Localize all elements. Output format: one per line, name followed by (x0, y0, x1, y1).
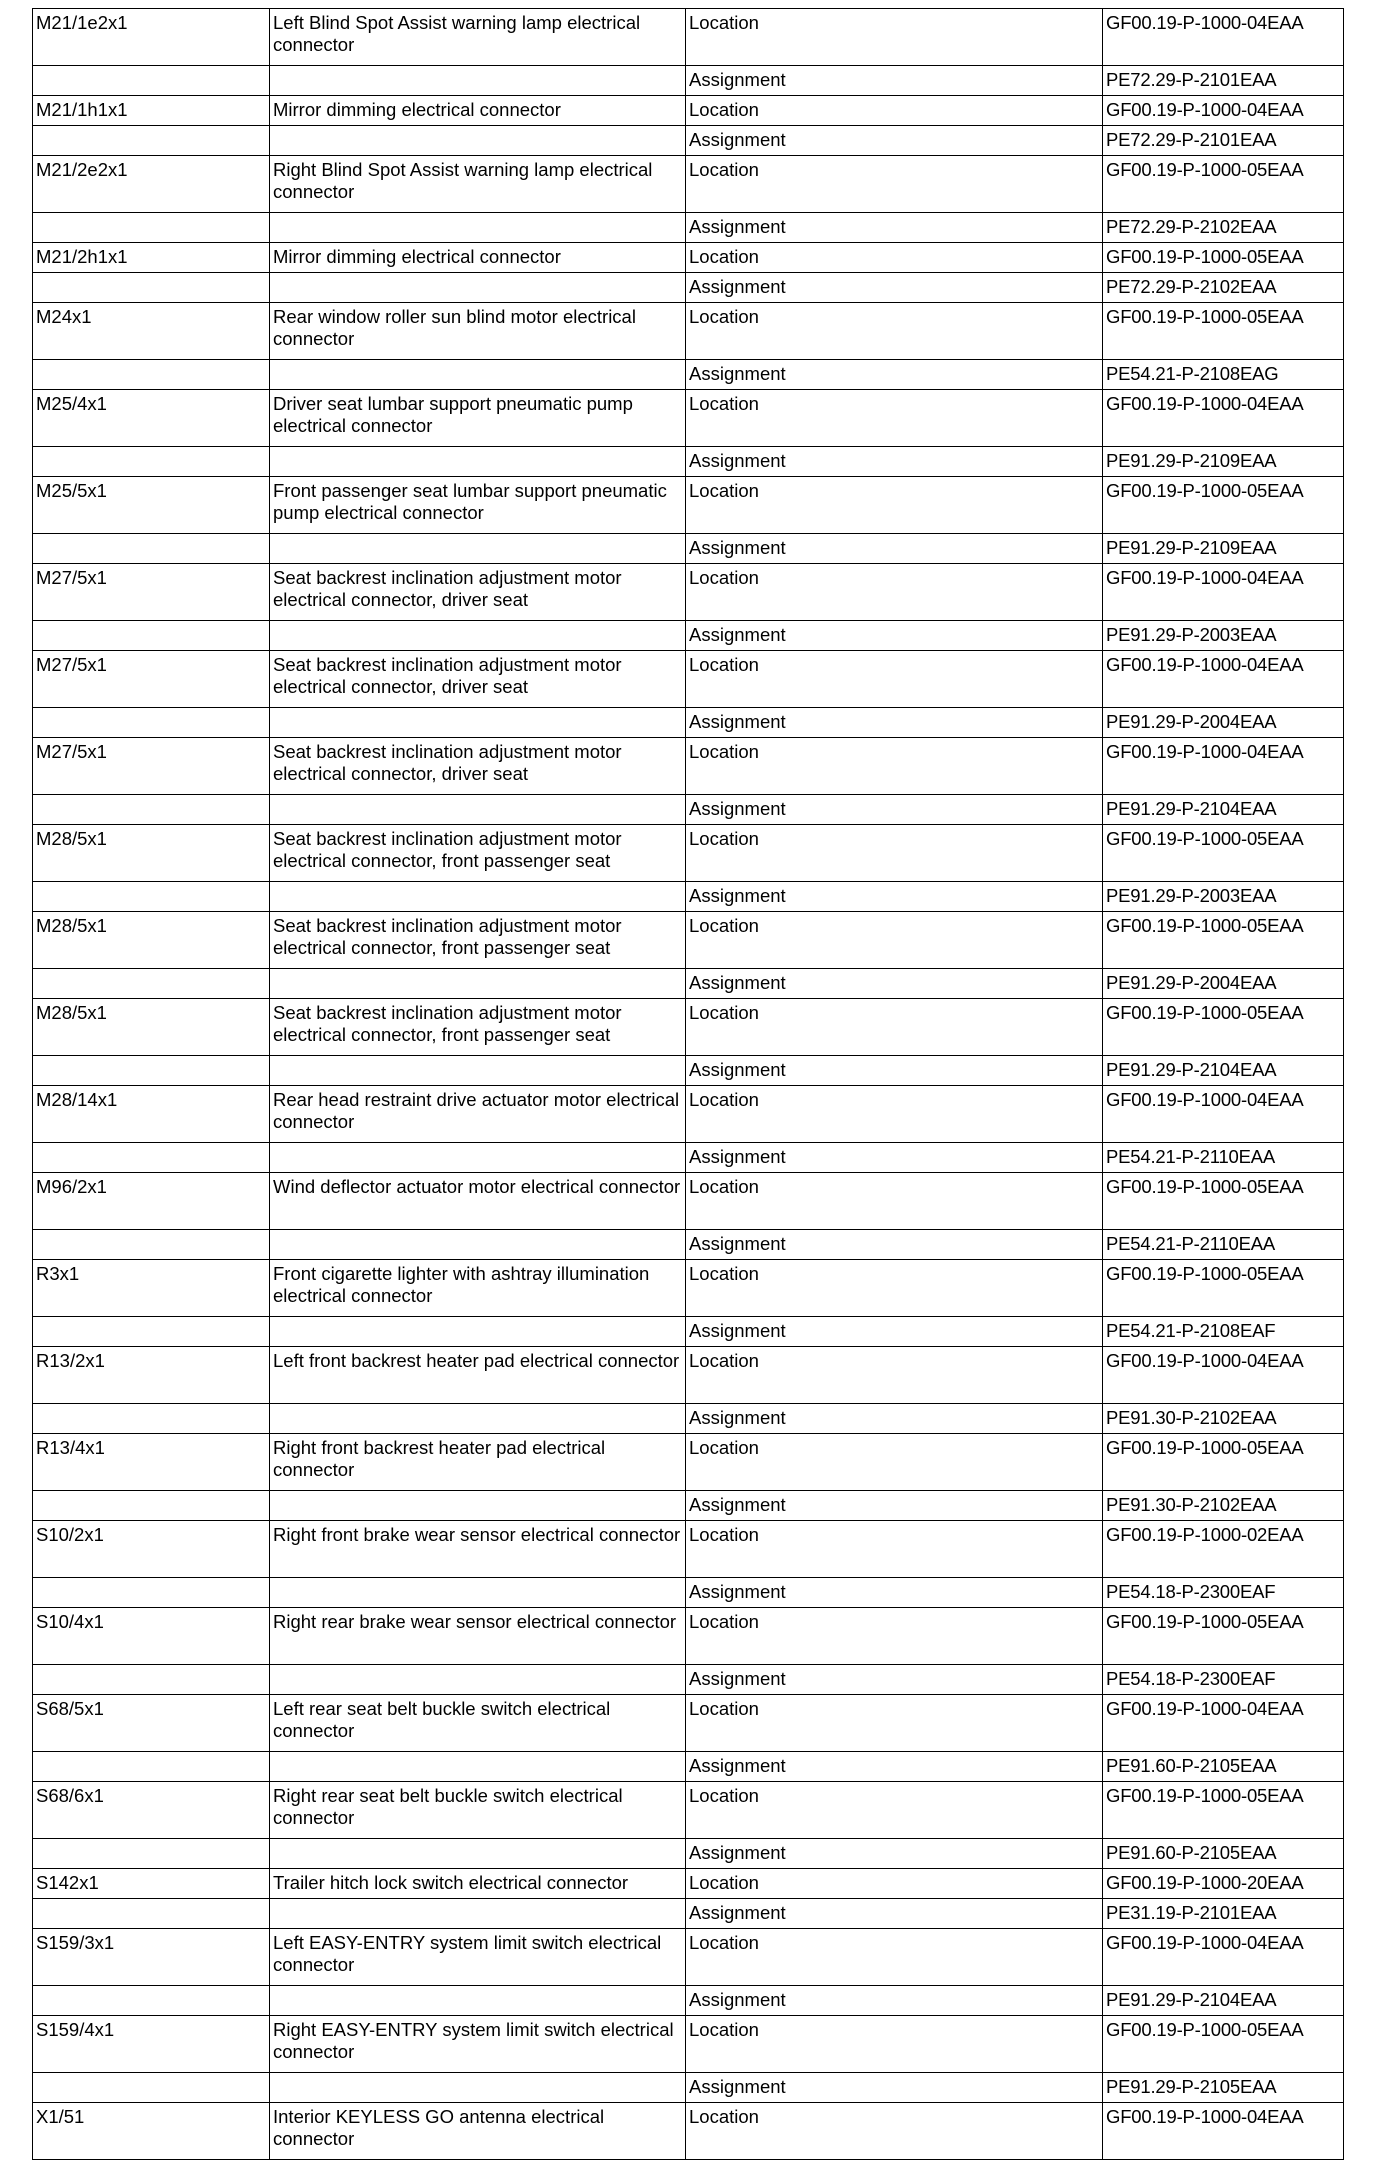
connector-description: Seat backrest inclination adjustment motor electrical connector, driver seat (270, 651, 686, 708)
location-label: Location (686, 825, 1103, 882)
location-ref: GF00.19-P-1000-05EAA (1103, 912, 1344, 969)
connector-code: M96/2x1 (33, 1173, 270, 1230)
location-label: Location (686, 999, 1103, 1056)
connector-description: Right rear seat belt buckle switch electrical connector (270, 1782, 686, 1839)
assignment-ref: PE91.29-P-2004EAA (1103, 969, 1344, 999)
connector-description: Front passenger seat lumbar support pneumatic pump electrical connector (270, 477, 686, 534)
empty-cell (270, 273, 686, 303)
table-row (33, 1695, 1344, 1752)
assignment-ref: PE72.29-P-2101EAA (1103, 66, 1344, 96)
table-row (33, 66, 1344, 96)
assignment-label: Assignment (686, 795, 1103, 825)
connector-code: S159/4x1 (33, 2016, 270, 2073)
table-row (33, 447, 1344, 477)
assignment-ref: PE54.21-P-2108EAG (1103, 360, 1344, 390)
table-row (33, 708, 1344, 738)
connector-code: X1/51 (33, 2103, 270, 2160)
table-row (33, 477, 1344, 534)
table-row (33, 1404, 1344, 1434)
table-row (33, 534, 1344, 564)
location-ref: GF00.19-P-1000-04EAA (1103, 9, 1344, 66)
assignment-ref: PE91.29-P-2109EAA (1103, 534, 1344, 564)
assignment-label: Assignment (686, 1056, 1103, 1086)
table-row (33, 303, 1344, 360)
connector-description: Right front brake wear sensor electrical connector (270, 1521, 686, 1578)
assignment-label: Assignment (686, 1986, 1103, 2016)
assignment-ref: PE91.30-P-2102EAA (1103, 1404, 1344, 1434)
empty-cell (270, 126, 686, 156)
location-ref: GF00.19-P-1000-05EAA (1103, 1782, 1344, 1839)
empty-cell (33, 213, 270, 243)
assignment-label: Assignment (686, 1839, 1103, 1869)
table-row (33, 651, 1344, 708)
assignment-label: Assignment (686, 1578, 1103, 1608)
empty-cell (270, 66, 686, 96)
connector-code: M28/5x1 (33, 999, 270, 1056)
location-label: Location (686, 2016, 1103, 2073)
empty-cell (33, 1986, 270, 2016)
location-ref: GF00.19-P-1000-05EAA (1103, 156, 1344, 213)
assignment-ref: PE54.18-P-2300EAF (1103, 1665, 1344, 1695)
assignment-ref: PE91.30-P-2102EAA (1103, 1491, 1344, 1521)
assignment-ref: PE72.29-P-2101EAA (1103, 126, 1344, 156)
table-row (33, 1986, 1344, 2016)
location-label: Location (686, 1260, 1103, 1317)
table-row (33, 1143, 1344, 1173)
assignment-ref: PE54.18-P-2300EAF (1103, 1578, 1344, 1608)
assignment-label: Assignment (686, 1404, 1103, 1434)
empty-cell (270, 213, 686, 243)
connector-code: M28/14x1 (33, 1086, 270, 1143)
empty-cell (33, 1404, 270, 1434)
location-ref: GF00.19-P-1000-05EAA (1103, 477, 1344, 534)
connector-description: Interior KEYLESS GO antenna electrical connector (270, 2103, 686, 2160)
empty-cell (33, 1143, 270, 1173)
connector-code: R3x1 (33, 1260, 270, 1317)
assignment-label: Assignment (686, 1230, 1103, 1260)
connector-code: M28/5x1 (33, 912, 270, 969)
empty-cell (33, 273, 270, 303)
location-label: Location (686, 912, 1103, 969)
location-label: Location (686, 1929, 1103, 1986)
table-row (33, 1752, 1344, 1782)
assignment-ref: PE91.29-P-2104EAA (1103, 795, 1344, 825)
assignment-ref: PE54.21-P-2110EAA (1103, 1143, 1344, 1173)
connector-code: S10/2x1 (33, 1521, 270, 1578)
table-row (33, 126, 1344, 156)
location-ref: GF00.19-P-1000-04EAA (1103, 1347, 1344, 1404)
table-row (33, 1056, 1344, 1086)
table-row (33, 1782, 1344, 1839)
table-row (33, 9, 1344, 66)
table-row (33, 243, 1344, 273)
table-row (33, 1839, 1344, 1869)
assignment-label: Assignment (686, 534, 1103, 564)
location-ref: GF00.19-P-1000-04EAA (1103, 651, 1344, 708)
table-row (33, 1869, 1344, 1899)
assignment-ref: PE91.29-P-2003EAA (1103, 882, 1344, 912)
connector-description: Trailer hitch lock switch electrical connector (270, 1869, 686, 1899)
location-label: Location (686, 564, 1103, 621)
empty-cell (270, 1317, 686, 1347)
location-ref: GF00.19-P-1000-04EAA (1103, 564, 1344, 621)
location-ref: GF00.19-P-1000-04EAA (1103, 738, 1344, 795)
location-ref: GF00.19-P-1000-20EAA (1103, 1869, 1344, 1899)
empty-cell (270, 1230, 686, 1260)
table-row (33, 999, 1344, 1056)
location-ref: GF00.19-P-1000-04EAA (1103, 1695, 1344, 1752)
table-row (33, 882, 1344, 912)
assignment-ref: PE91.29-P-2104EAA (1103, 1986, 1344, 2016)
empty-cell (270, 447, 686, 477)
empty-cell (33, 708, 270, 738)
location-ref: GF00.19-P-1000-04EAA (1103, 2103, 1344, 2160)
table-row (33, 2016, 1344, 2073)
empty-cell (270, 882, 686, 912)
connector-description: Right front backrest heater pad electrical connector (270, 1434, 686, 1491)
location-ref: GF00.19-P-1000-04EAA (1103, 390, 1344, 447)
table-row (33, 360, 1344, 390)
assignment-label: Assignment (686, 882, 1103, 912)
table-row (33, 213, 1344, 243)
location-label: Location (686, 1782, 1103, 1839)
location-label: Location (686, 390, 1103, 447)
location-label: Location (686, 1347, 1103, 1404)
location-ref: GF00.19-P-1000-02EAA (1103, 1521, 1344, 1578)
empty-cell (33, 795, 270, 825)
empty-cell (33, 1317, 270, 1347)
location-label: Location (686, 651, 1103, 708)
assignment-label: Assignment (686, 447, 1103, 477)
location-ref: GF00.19-P-1000-04EAA (1103, 96, 1344, 126)
table-row (33, 1578, 1344, 1608)
table-row (33, 1086, 1344, 1143)
table-row (33, 1173, 1344, 1230)
empty-cell (33, 1578, 270, 1608)
connector-code: M27/5x1 (33, 651, 270, 708)
connector-code: S142x1 (33, 1869, 270, 1899)
empty-cell (33, 534, 270, 564)
connector-description: Mirror dimming electrical connector (270, 243, 686, 273)
connector-description: Right EASY-ENTRY system limit switch electrical connector (270, 2016, 686, 2073)
location-label: Location (686, 96, 1103, 126)
connector-description: Left EASY-ENTRY system limit switch electrical connector (270, 1929, 686, 1986)
location-ref: GF00.19-P-1000-04EAA (1103, 1929, 1344, 1986)
empty-cell (270, 795, 686, 825)
location-label: Location (686, 1695, 1103, 1752)
table-row (33, 621, 1344, 651)
table-row (33, 1899, 1344, 1929)
connector-code: S68/6x1 (33, 1782, 270, 1839)
connector-description: Seat backrest inclination adjustment motor electrical connector, front passenger seat (270, 825, 686, 882)
table-row (33, 564, 1344, 621)
empty-cell (270, 1899, 686, 1929)
location-label: Location (686, 1608, 1103, 1665)
empty-cell (270, 621, 686, 651)
assignment-label: Assignment (686, 1752, 1103, 1782)
assignment-label: Assignment (686, 66, 1103, 96)
assignment-label: Assignment (686, 1143, 1103, 1173)
table-row (33, 1491, 1344, 1521)
connector-code: M28/5x1 (33, 825, 270, 882)
table-row (33, 2073, 1344, 2103)
location-ref: GF00.19-P-1000-05EAA (1103, 303, 1344, 360)
connector-code: M27/5x1 (33, 738, 270, 795)
connector-code: R13/2x1 (33, 1347, 270, 1404)
empty-cell (33, 1230, 270, 1260)
assignment-ref: PE54.21-P-2108EAF (1103, 1317, 1344, 1347)
assignment-label: Assignment (686, 1491, 1103, 1521)
table-row (33, 1929, 1344, 1986)
assignment-label: Assignment (686, 1665, 1103, 1695)
location-ref: GF00.19-P-1000-05EAA (1103, 2016, 1344, 2073)
location-label: Location (686, 1173, 1103, 1230)
empty-cell (33, 66, 270, 96)
assignment-ref: PE91.29-P-2105EAA (1103, 2073, 1344, 2103)
connector-code: M21/1h1x1 (33, 96, 270, 126)
connector-description: Mirror dimming electrical connector (270, 96, 686, 126)
table-row (33, 912, 1344, 969)
assignment-ref: PE91.60-P-2105EAA (1103, 1752, 1344, 1782)
assignment-ref: PE72.29-P-2102EAA (1103, 273, 1344, 303)
connector-code: M25/5x1 (33, 477, 270, 534)
connector-code: S159/3x1 (33, 1929, 270, 1986)
assignment-label: Assignment (686, 360, 1103, 390)
connector-description: Seat backrest inclination adjustment motor electrical connector, driver seat (270, 564, 686, 621)
location-label: Location (686, 1869, 1103, 1899)
connector-code: M21/1e2x1 (33, 9, 270, 66)
assignment-label: Assignment (686, 126, 1103, 156)
table-row (33, 1665, 1344, 1695)
connector-description: Seat backrest inclination adjustment motor electrical connector, front passenger seat (270, 912, 686, 969)
empty-cell (33, 447, 270, 477)
connector-description: Seat backrest inclination adjustment motor electrical connector, front passenger seat (270, 999, 686, 1056)
assignment-ref: PE72.29-P-2102EAA (1103, 213, 1344, 243)
empty-cell (33, 360, 270, 390)
empty-cell (270, 1143, 686, 1173)
table-row (33, 1608, 1344, 1665)
location-ref: GF00.19-P-1000-04EAA (1103, 1086, 1344, 1143)
empty-cell (270, 1665, 686, 1695)
empty-cell (270, 2073, 686, 2103)
location-label: Location (686, 1086, 1103, 1143)
empty-cell (270, 534, 686, 564)
table-row (33, 2103, 1344, 2160)
connector-code: S68/5x1 (33, 1695, 270, 1752)
location-label: Location (686, 1434, 1103, 1491)
table-row (33, 825, 1344, 882)
connector-description: Rear head restraint drive actuator motor electrical connector (270, 1086, 686, 1143)
location-ref: GF00.19-P-1000-05EAA (1103, 1260, 1344, 1317)
empty-cell (270, 1056, 686, 1086)
table-row (33, 390, 1344, 447)
table-row (33, 1347, 1344, 1404)
connector-description: Rear window roller sun blind motor electrical connector (270, 303, 686, 360)
location-label: Location (686, 477, 1103, 534)
connector-code: M25/4x1 (33, 390, 270, 447)
assignment-label: Assignment (686, 708, 1103, 738)
empty-cell (270, 708, 686, 738)
table-row (33, 795, 1344, 825)
location-ref: GF00.19-P-1000-05EAA (1103, 1608, 1344, 1665)
connector-description: Left Blind Spot Assist warning lamp electrical connector (270, 9, 686, 66)
table-row (33, 1230, 1344, 1260)
location-label: Location (686, 243, 1103, 273)
empty-cell (270, 1839, 686, 1869)
assignment-label: Assignment (686, 1317, 1103, 1347)
empty-cell (270, 969, 686, 999)
table-row (33, 1317, 1344, 1347)
connector-code: S10/4x1 (33, 1608, 270, 1665)
connector-code: M24x1 (33, 303, 270, 360)
connector-code: M21/2h1x1 (33, 243, 270, 273)
location-label: Location (686, 303, 1103, 360)
empty-cell (33, 1839, 270, 1869)
assignment-label: Assignment (686, 213, 1103, 243)
empty-cell (33, 882, 270, 912)
connector-description: Driver seat lumbar support pneumatic pump electrical connector (270, 390, 686, 447)
empty-cell (33, 1491, 270, 1521)
assignment-ref: PE91.29-P-2003EAA (1103, 621, 1344, 651)
empty-cell (33, 1899, 270, 1929)
connector-description: Front cigarette lighter with ashtray illumination electrical connector (270, 1260, 686, 1317)
location-ref: GF00.19-P-1000-05EAA (1103, 1434, 1344, 1491)
table-row (33, 738, 1344, 795)
table-row (33, 96, 1344, 126)
connector-description: Seat backrest inclination adjustment motor electrical connector, driver seat (270, 738, 686, 795)
assignment-ref: PE54.21-P-2110EAA (1103, 1230, 1344, 1260)
empty-cell (270, 1986, 686, 2016)
assignment-label: Assignment (686, 1899, 1103, 1929)
location-ref: GF00.19-P-1000-05EAA (1103, 243, 1344, 273)
empty-cell (33, 1752, 270, 1782)
empty-cell (33, 126, 270, 156)
connector-description: Left rear seat belt buckle switch electrical connector (270, 1695, 686, 1752)
connector-code: M21/2e2x1 (33, 156, 270, 213)
table-row (33, 273, 1344, 303)
table-row (33, 1260, 1344, 1317)
assignment-ref: PE91.29-P-2004EAA (1103, 708, 1344, 738)
table-row (33, 1434, 1344, 1491)
location-ref: GF00.19-P-1000-05EAA (1103, 1173, 1344, 1230)
location-ref: GF00.19-P-1000-05EAA (1103, 825, 1344, 882)
empty-cell (270, 1404, 686, 1434)
connector-description: Right Blind Spot Assist warning lamp electrical connector (270, 156, 686, 213)
location-label: Location (686, 2103, 1103, 2160)
location-label: Location (686, 1521, 1103, 1578)
table-row (33, 156, 1344, 213)
table-row (33, 969, 1344, 999)
location-label: Location (686, 738, 1103, 795)
connector-table (32, 8, 1344, 2160)
assignment-ref: PE91.60-P-2105EAA (1103, 1839, 1344, 1869)
empty-cell (33, 1665, 270, 1695)
empty-cell (270, 1752, 686, 1782)
empty-cell (33, 621, 270, 651)
assignment-ref: PE31.19-P-2101EAA (1103, 1899, 1344, 1929)
assignment-label: Assignment (686, 2073, 1103, 2103)
connector-code: M27/5x1 (33, 564, 270, 621)
connector-description: Left front backrest heater pad electrical connector (270, 1347, 686, 1404)
location-label: Location (686, 156, 1103, 213)
assignment-label: Assignment (686, 621, 1103, 651)
assignment-ref: PE91.29-P-2104EAA (1103, 1056, 1344, 1086)
connector-description: Right rear brake wear sensor electrical connector (270, 1608, 686, 1665)
connector-code: R13/4x1 (33, 1434, 270, 1491)
location-ref: GF00.19-P-1000-05EAA (1103, 999, 1344, 1056)
empty-cell (33, 969, 270, 999)
assignment-label: Assignment (686, 969, 1103, 999)
empty-cell (33, 2073, 270, 2103)
assignment-ref: PE91.29-P-2109EAA (1103, 447, 1344, 477)
empty-cell (33, 1056, 270, 1086)
connector-description: Wind deflector actuator motor electrical connector (270, 1173, 686, 1230)
table-row (33, 1521, 1344, 1578)
connector-table-body (33, 9, 1344, 2160)
empty-cell (270, 1491, 686, 1521)
empty-cell (270, 1578, 686, 1608)
empty-cell (270, 360, 686, 390)
location-label: Location (686, 9, 1103, 66)
assignment-label: Assignment (686, 273, 1103, 303)
